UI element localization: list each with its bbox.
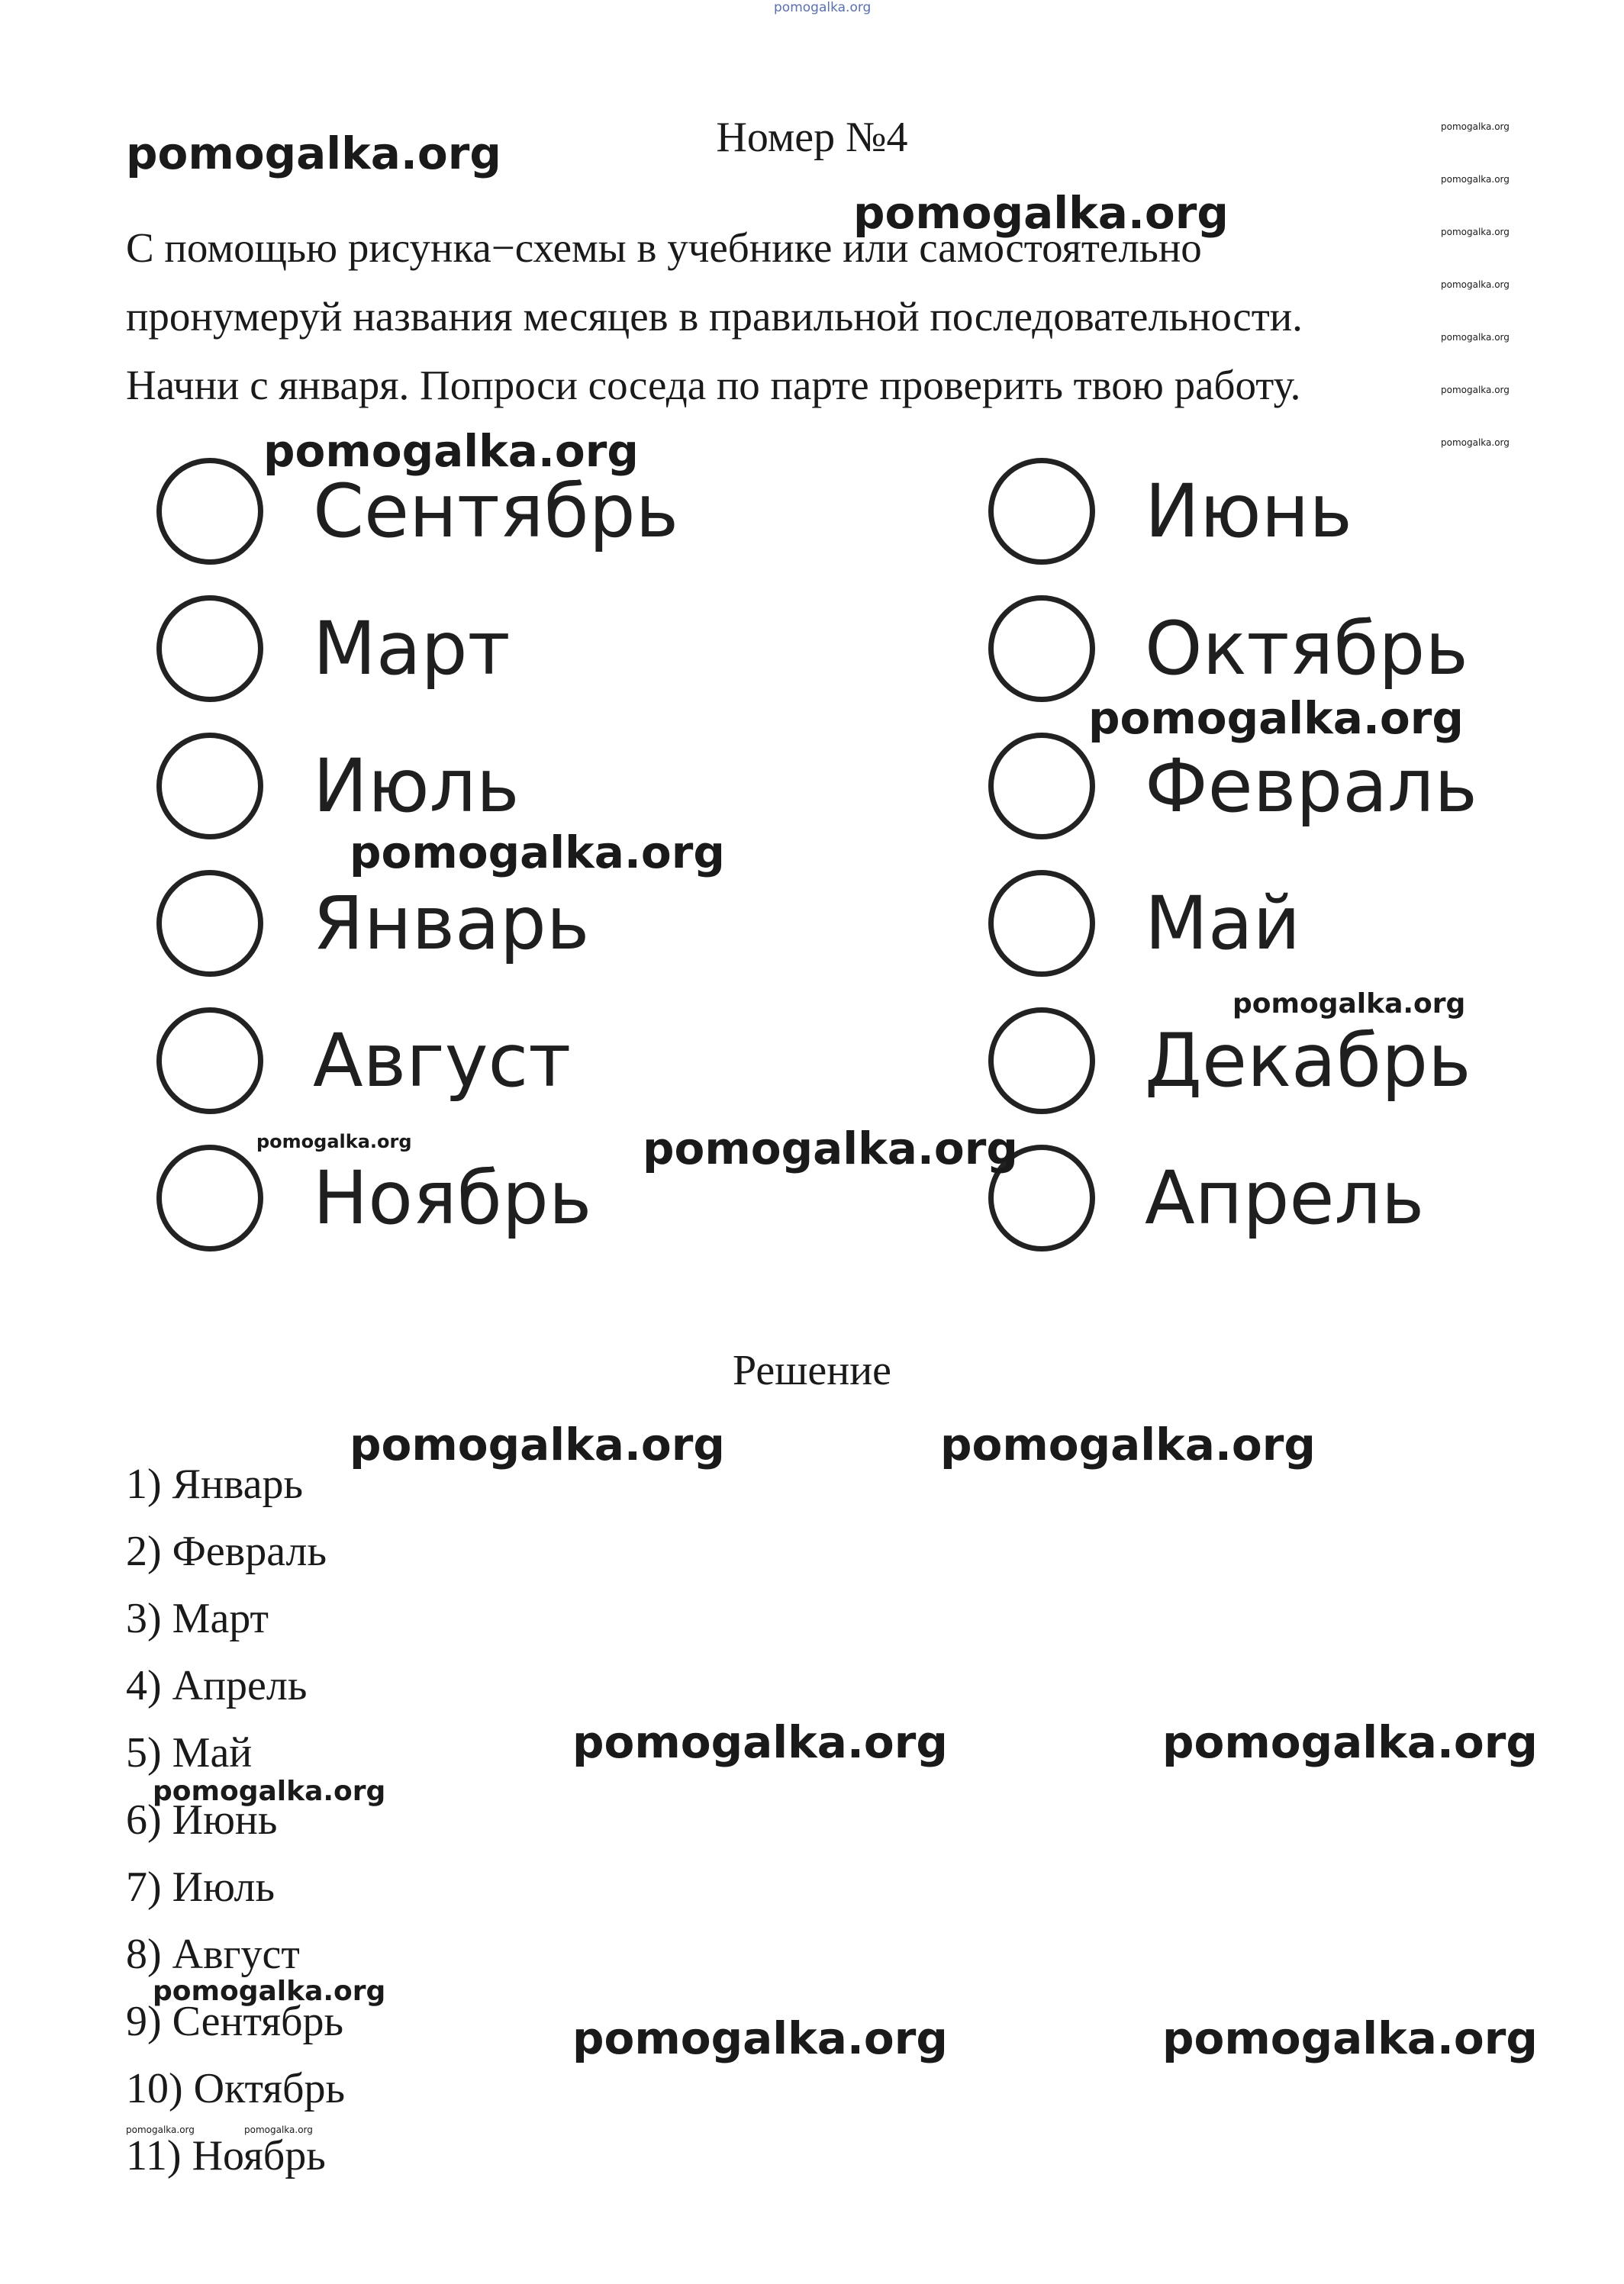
answer-item: 7) Июль	[126, 1864, 276, 1911]
watermark-side: pomogalka.org	[1441, 279, 1510, 290]
task-line: С помощью рисунка−схемы в учебнике или самостоятельно	[126, 224, 1202, 271]
watermark: pomogalka.org	[244, 2125, 313, 2135]
watermark: pomogalka.org	[153, 1776, 386, 1807]
watermark: pomogalka.org	[263, 425, 639, 477]
answer-item: 5) Май	[126, 1729, 253, 1777]
watermark-side: pomogalka.org	[1441, 332, 1510, 343]
month-label: Ноябрь	[313, 1155, 592, 1241]
answer-item: 4) Апрель	[126, 1662, 308, 1709]
watermark: pomogalka.org	[1088, 692, 1464, 744]
blank-circle[interactable]	[988, 870, 1095, 977]
blank-circle[interactable]	[988, 595, 1095, 702]
watermark-side: pomogalka.org	[1441, 174, 1510, 185]
answer-item: 11) Ноябрь	[126, 2132, 326, 2179]
blank-circle[interactable]	[988, 733, 1095, 839]
answer-item: 6) Июнь	[126, 1796, 278, 1844]
blank-circle[interactable]	[988, 458, 1095, 565]
task-text	[126, 214, 1469, 420]
watermark: pomogalka.org	[1162, 2012, 1538, 2064]
watermark: pomogalka.org	[350, 826, 725, 878]
watermark: pomogalka.org	[126, 127, 501, 179]
answer-list	[126, 1461, 345, 2200]
month-label: Май	[1145, 881, 1301, 966]
solution-heading: Решение	[732, 1347, 892, 1394]
watermark-top: pomogalka.org	[774, 0, 872, 15]
month-label: Апрель	[1145, 1155, 1425, 1241]
month-label: Сентябрь	[313, 469, 679, 554]
watermark: pomogalka.org	[1162, 1716, 1538, 1768]
answer-item: 2) Февраль	[126, 1528, 327, 1575]
answer-item: 8) Август	[126, 1931, 300, 1978]
month-label: Июль	[313, 743, 520, 829]
answer-item: 9) Сентябрь	[126, 1998, 344, 2045]
page-title: Номер №4	[716, 114, 908, 161]
answer-item: 1) Январь	[126, 1461, 304, 1508]
blank-circle[interactable]	[156, 870, 263, 977]
month-item-left	[156, 1000, 571, 1122]
month-label: Декабрь	[1145, 1018, 1471, 1103]
task-line: Начни с января. Попроси соседа по парте проверить твою работу.	[126, 362, 1301, 408]
watermark-side: pomogalka.org	[1441, 121, 1510, 132]
watermark: pomogalka.org	[153, 1976, 386, 2007]
month-label: Март	[313, 606, 511, 691]
month-label: Август	[313, 1018, 572, 1103]
month-item-left	[156, 1137, 591, 1259]
blank-circle[interactable]	[156, 595, 263, 702]
blank-circle[interactable]	[156, 458, 263, 565]
watermark-side: pomogalka.org	[1441, 437, 1510, 448]
watermark: pomogalka.org	[572, 1716, 948, 1768]
month-label: Октябрь	[1145, 606, 1468, 691]
month-item-right	[988, 588, 1468, 710]
watermark: pomogalka.org	[572, 2012, 948, 2064]
answer-item: 3) Март	[126, 1595, 269, 1642]
month-label: Январь	[313, 881, 590, 966]
blank-circle[interactable]	[156, 1007, 263, 1114]
month-item-right	[988, 450, 1352, 572]
month-label: Февраль	[1145, 743, 1477, 829]
watermark-side: pomogalka.org	[1441, 227, 1510, 237]
month-item-right	[988, 862, 1300, 984]
watermark: pomogalka.org	[126, 2125, 195, 2135]
task-line: пронумеруй названия месяцев в правильной последовательности.	[126, 293, 1303, 340]
month-item-left	[156, 588, 511, 710]
watermark-side: pomogalka.org	[1441, 385, 1510, 395]
watermark: pomogalka.org	[256, 1131, 412, 1152]
answer-item: 10) Октябрь	[126, 2065, 346, 2112]
watermark: pomogalka.org	[1232, 988, 1466, 1020]
blank-circle[interactable]	[156, 733, 263, 839]
month-item-left	[156, 862, 589, 984]
blank-circle[interactable]	[156, 1145, 263, 1252]
month-label: Июнь	[1145, 469, 1352, 554]
blank-circle[interactable]	[988, 1007, 1095, 1114]
watermark: pomogalka.org	[853, 187, 1229, 239]
watermark: pomogalka.org	[940, 1419, 1316, 1471]
month-item-right	[988, 1137, 1424, 1259]
watermark: pomogalka.org	[350, 1419, 725, 1471]
watermark: pomogalka.org	[643, 1123, 1018, 1174]
